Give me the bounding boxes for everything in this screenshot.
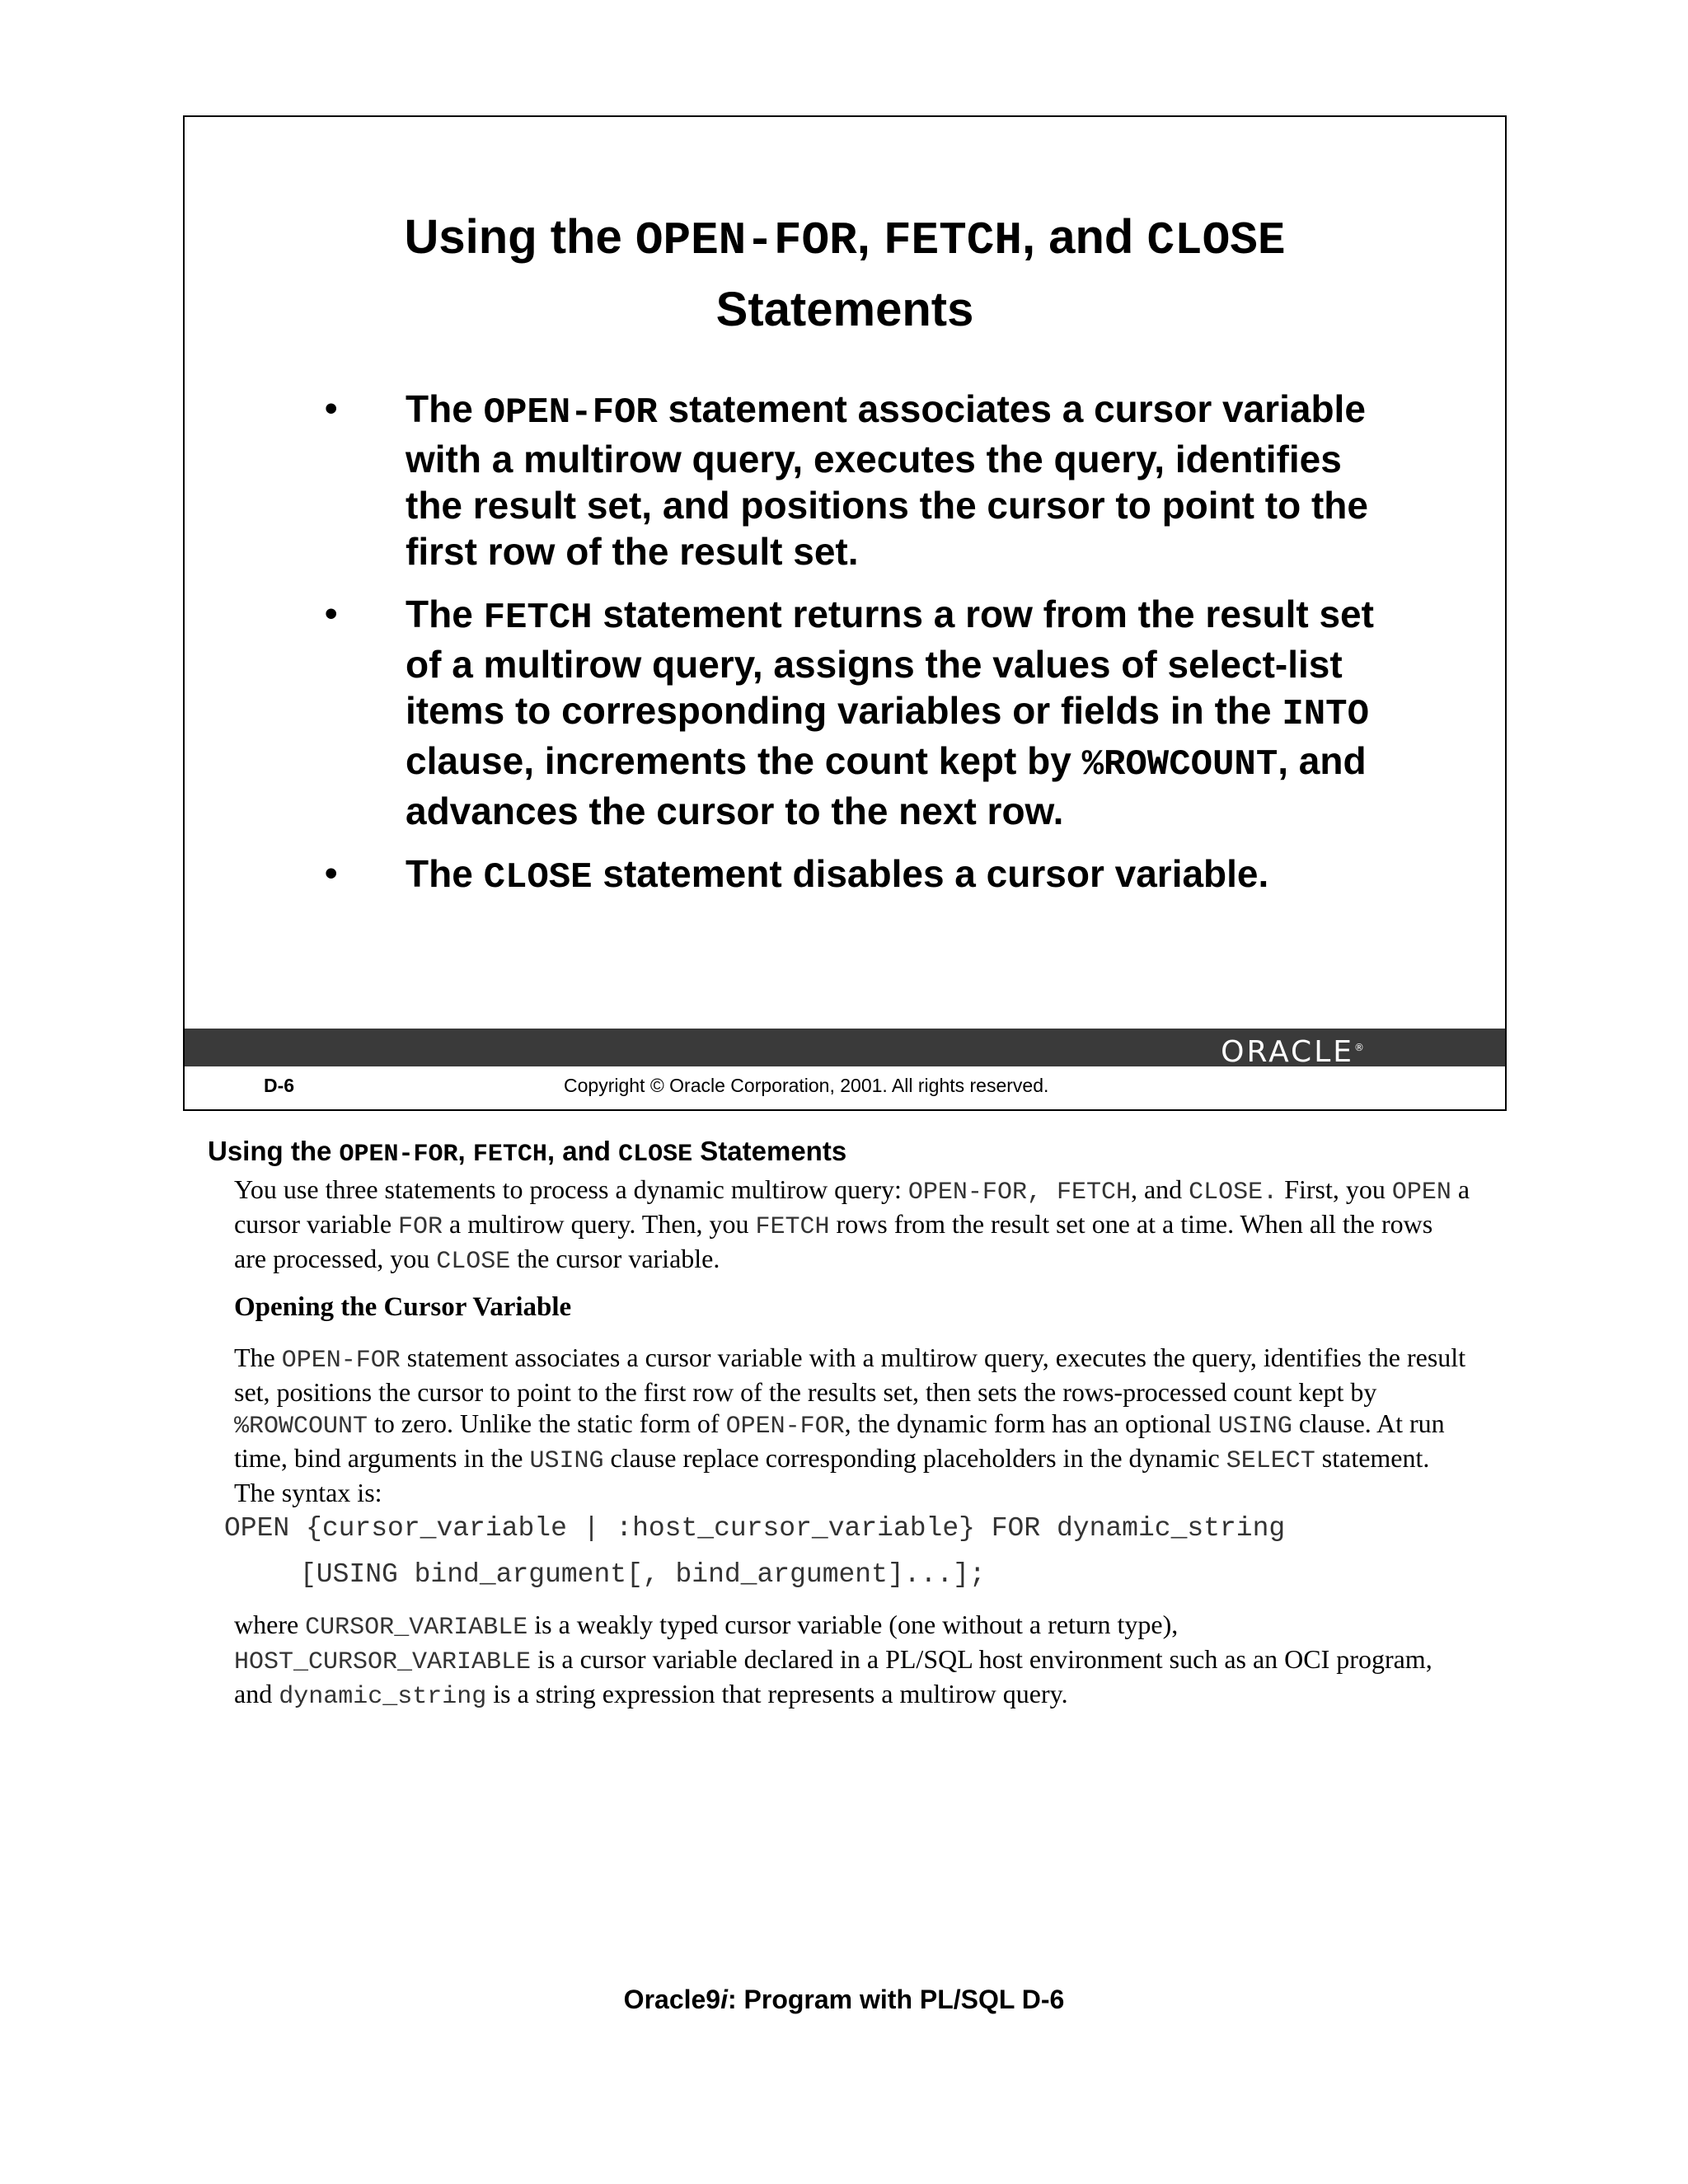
title-code-open-for: OPEN-FOR	[635, 214, 857, 267]
bullet-text: The	[406, 387, 484, 430]
para-code: CLOSE	[436, 1248, 511, 1276]
para-text: statement. The syntax is:	[234, 1443, 1430, 1507]
title-text-4: Statements	[715, 283, 974, 336]
bullet-code: INTO	[1282, 694, 1369, 735]
where-paragraph	[234, 1609, 1470, 1713]
slide-bullet-list	[325, 386, 1396, 917]
bullet-code: OPEN-FOR	[483, 392, 658, 434]
bullet-text: The	[406, 852, 484, 895]
para-text: is a string expression that represents a multirow query.	[486, 1679, 1068, 1708]
para-text: First, you	[1278, 1174, 1392, 1204]
title-code-close: CLOSE	[1146, 214, 1286, 267]
bullet-close	[325, 851, 1396, 901]
bullet-dot: •	[325, 388, 338, 429]
para-code: OPEN-FOR	[725, 1413, 845, 1441]
para-text: The	[234, 1343, 282, 1372]
intro-paragraph	[234, 1174, 1470, 1277]
para-text: a multirow query. Then, you	[443, 1209, 756, 1239]
bullet-text: clause, increments the count kept by	[406, 739, 1082, 782]
heading-code: OPEN-FOR	[339, 1141, 458, 1169]
heading-text: , and	[546, 1136, 619, 1166]
title-text-1: Using the	[404, 210, 635, 264]
para-code: OPEN	[1391, 1179, 1451, 1207]
para-text: to zero. Unlike the static form of	[368, 1408, 726, 1438]
para-text: a cursor variable	[234, 1174, 1470, 1239]
slide-frame	[183, 115, 1507, 1111]
slide-page-id: D-6	[264, 1075, 295, 1096]
syntax-line-1: OPEN {cursor_variable | :host_cursor_variable} FOR dynamic_string	[224, 1513, 1286, 1544]
footer-text: : Program with PL/SQL D-6	[727, 1985, 1065, 2014]
title-text-3: , and	[1021, 210, 1147, 264]
heading-code: CLOSE	[618, 1141, 693, 1169]
para-text: , and	[1130, 1174, 1189, 1204]
para-text: , the dynamic form has an optional	[844, 1408, 1218, 1438]
para-code: OPEN-FOR, FETCH	[907, 1179, 1131, 1207]
notes-heading	[208, 1136, 846, 1169]
para-text: You use three statements to process a dynamic multirow query:	[234, 1174, 908, 1204]
para-text: is a weakly typed cursor variable (one without a return type),	[528, 1610, 1179, 1639]
para-text: clause replace corresponding placeholders in the dynamic	[603, 1443, 1226, 1473]
para-code: USING	[1217, 1413, 1292, 1441]
heading-text: Using the	[208, 1136, 340, 1166]
bullet-text: statement disables a cursor variable.	[592, 852, 1269, 895]
bullet-text: statement associates a cursor variable with a multirow query, executes the query, identifies the result set, and positions the cursor to point to the first row of the result set.	[406, 387, 1368, 573]
bullet-text: The	[406, 593, 484, 635]
footer-text: Oracle9	[623, 1985, 721, 2014]
footer-italic: i	[720, 1985, 728, 2014]
registered-mark: ®	[1354, 1042, 1367, 1053]
page-footer	[0, 1985, 1688, 2015]
title-code-fetch: FETCH	[883, 214, 1022, 267]
para-text: rows from the result set one at a time. When all the rows are processed, you	[234, 1209, 1433, 1273]
bullet-text: , and advances the cursor to the next row.	[406, 739, 1367, 832]
syntax-line-2: [USING bind_argument[, bind_argument]...];	[300, 1559, 986, 1590]
bullet-dot: •	[325, 853, 338, 893]
slide-footer-bar	[185, 1029, 1505, 1069]
para-text: the cursor variable.	[510, 1244, 720, 1273]
para-code: USING	[529, 1447, 604, 1475]
opening-cursor-heading: Opening the Cursor Variable	[234, 1292, 572, 1322]
bullet-text: statement returns a row from the result set of a multirow query, assigns the values of select-list items to corresponding variables or fields in the	[406, 593, 1374, 732]
para-code: FETCH	[755, 1213, 830, 1241]
heading-code: FETCH	[472, 1141, 547, 1169]
para-code: FOR	[398, 1213, 443, 1241]
bullet-fetch	[325, 591, 1396, 834]
slide-copyright: Copyright © Oracle Corporation, 2001. All rights reserved.	[564, 1075, 1049, 1096]
bullet-code: CLOSE	[483, 857, 593, 898]
para-code: OPEN-FOR	[281, 1347, 401, 1375]
para-code: HOST_CURSOR_VARIABLE	[234, 1648, 532, 1676]
heading-text: ,	[457, 1136, 473, 1166]
para-text: statement associates a cursor variable with a multirow query, executes the query, identifies the result set, positions the cursor to point to the first row of the results set, then sets the rows-processed count kept by	[234, 1343, 1466, 1407]
para-code: CLOSE.	[1189, 1179, 1278, 1207]
heading-text: Statements	[692, 1136, 847, 1166]
bullet-open-for	[325, 386, 1396, 574]
oracle-logo	[1221, 1030, 1367, 1070]
para-code: dynamic_string	[279, 1683, 487, 1711]
title-text-2: ,	[856, 210, 884, 264]
oracle-logo-text: ORACLE	[1221, 1035, 1354, 1069]
opening-paragraph	[234, 1342, 1470, 1508]
bullet-code: FETCH	[483, 598, 593, 639]
slide-title	[185, 203, 1505, 344]
para-text: clause. At run time, bind arguments in the	[234, 1408, 1445, 1473]
bullet-dot: •	[325, 593, 338, 634]
para-text: where	[234, 1610, 306, 1639]
bullet-code: %ROWCOUNT	[1081, 744, 1278, 785]
para-code: CURSOR_VARIABLE	[305, 1614, 528, 1642]
para-code: %ROWCOUNT	[234, 1413, 368, 1441]
para-text: is a cursor variable declared in a PL/SQL host environment such as an OCI program, and	[234, 1644, 1432, 1708]
para-code: SELECT	[1226, 1447, 1315, 1475]
